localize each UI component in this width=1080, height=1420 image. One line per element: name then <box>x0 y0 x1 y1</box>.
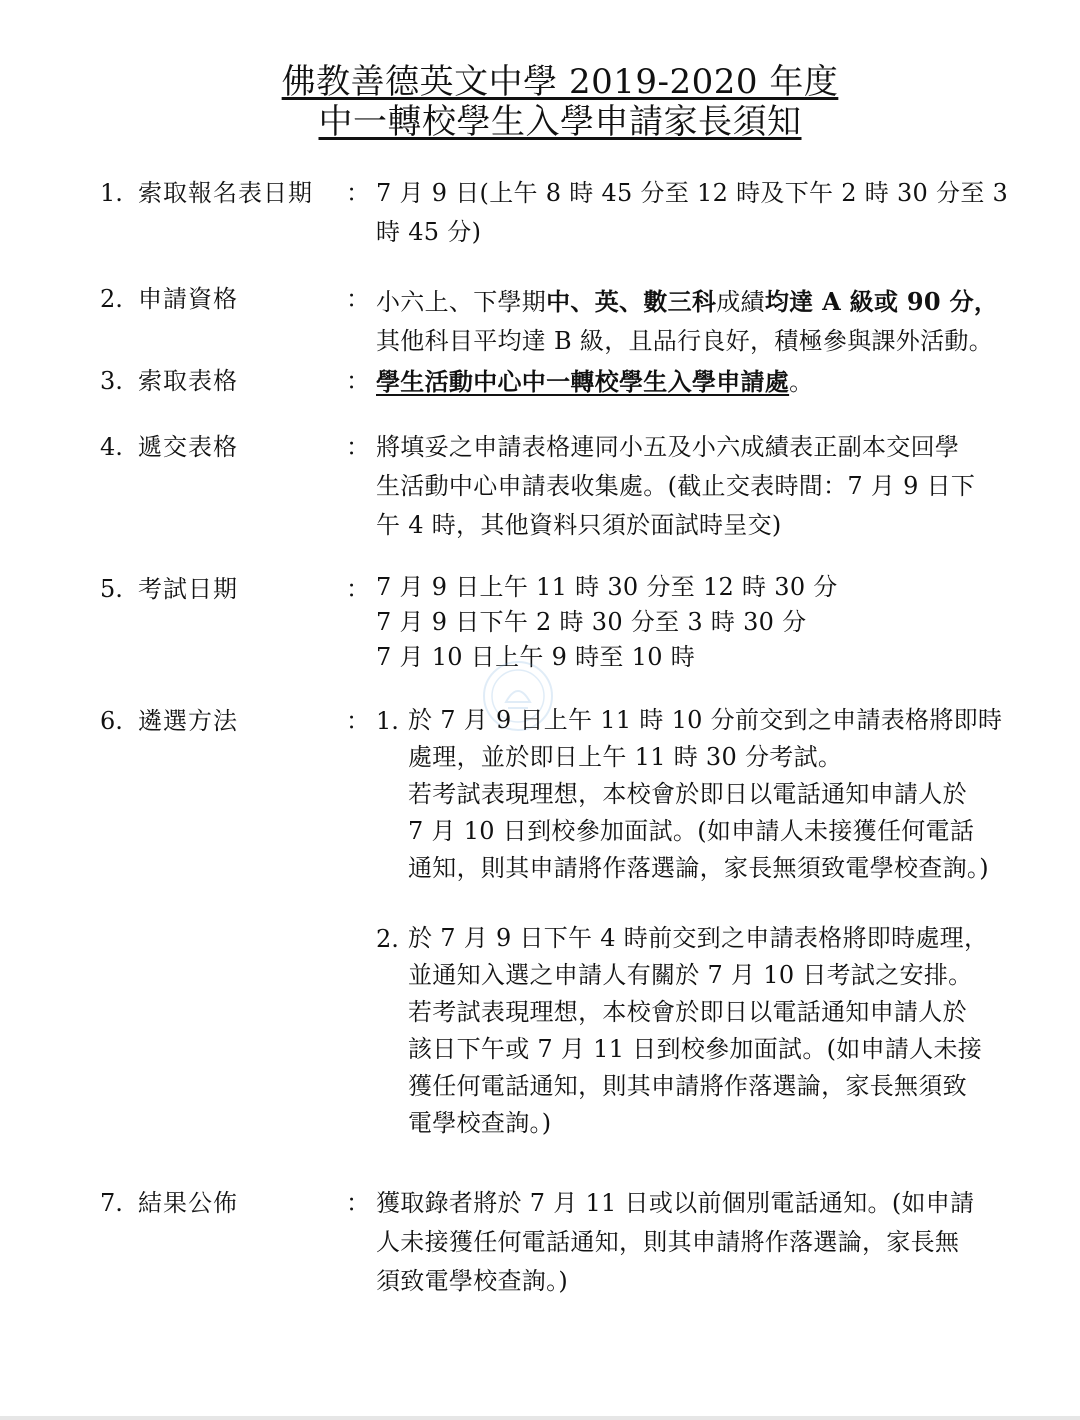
content-line: 生活動中心申請表收集處。(截止交表時間：7 月 9 日下 <box>376 472 976 500</box>
section-label: 申請資格 <box>138 285 238 313</box>
section-colon: ： <box>346 367 370 395</box>
content-line: 於 7 月 9 日上午 11 時 10 分前交到之申請表格將即時 <box>408 706 1003 734</box>
bold-grade-requirement: 均達 A 級或 90 分， <box>764 287 999 316</box>
section-label: 索取報名表日期 <box>138 179 313 207</box>
text-span: 小六上、下學期 <box>376 288 547 316</box>
section-label: 遞交表格 <box>138 433 238 461</box>
section-number: 1. <box>100 179 123 207</box>
content-line: 須致電學校查詢。) <box>376 1267 569 1295</box>
bold-subjects: 中、英、數三科 <box>546 287 717 316</box>
document-title-line1: 佛教善德英文中學 2019-2020 年度 <box>281 62 839 102</box>
section-colon: ： <box>346 433 370 461</box>
section-number: 5. <box>100 575 123 603</box>
section-number: 2. <box>100 285 123 313</box>
content-line: 並通知入選之申請人有關於 7 月 10 日考試之安排。 <box>408 961 973 989</box>
sub-item-content <box>408 920 1018 1142</box>
section-number: 3. <box>100 367 123 395</box>
section-label: 考試日期 <box>138 575 238 603</box>
application-place: 學生活動中心中一轉校學生入學申請處 <box>376 367 790 396</box>
content-line: 獲取錄者將於 7 月 11 日或以前個別電話通知。(如申請 <box>376 1189 975 1217</box>
content-line: 該日下午或 7 月 11 日到校參加面試。(如申請人未接 <box>408 1035 983 1063</box>
document-title-line2: 中一轉校學生入學申請家長須知 <box>318 102 802 142</box>
section-content <box>376 1184 1016 1301</box>
section-colon: ： <box>346 179 370 207</box>
content-line: 若考試表現理想，本校會於即日以電話通知申請人於 <box>408 780 967 808</box>
content-line: 7 月 9 日上午 11 時 30 分至 12 時 30 分 <box>376 573 838 601</box>
content-line <box>376 362 1016 402</box>
section-content <box>376 428 1016 545</box>
content-line: 時 45 分) <box>376 218 482 246</box>
section-label: 索取表格 <box>138 367 238 395</box>
section-colon: ： <box>346 285 370 313</box>
page-bottom-divider <box>0 1416 1080 1420</box>
section-content <box>376 570 1016 675</box>
content-line: 其他科目平均達 B 級，且品行良好，積極參與課外活動。 <box>376 327 993 355</box>
section-content <box>376 174 1016 252</box>
content-line: 通知，則其申請將作落選論，家長無須致電學校查詢。) <box>408 854 989 882</box>
section-number: 7. <box>100 1189 123 1217</box>
content-line: 電學校查詢。) <box>408 1109 552 1137</box>
section-content <box>376 362 1016 402</box>
section-colon: ： <box>346 707 370 735</box>
text-span: 成績 <box>716 288 765 316</box>
content-line: 午 4 時，其他資料只須於面試時呈交) <box>376 511 782 539</box>
sub-item-number: 1. <box>376 707 399 735</box>
content-line: 7 月 9 日下午 2 時 30 分至 3 時 30 分 <box>376 608 807 636</box>
section-label: 遴選方法 <box>138 707 238 735</box>
section-label: 結果公佈 <box>138 1189 238 1217</box>
content-line: 獲任何電話通知，則其申請將作落選論，家長無須致 <box>408 1072 967 1100</box>
content-line <box>376 282 1016 322</box>
content-line: 處理，並於即日上午 11 時 30 分考試。 <box>408 743 843 771</box>
section-colon: ： <box>346 575 370 603</box>
section-number: 6. <box>100 707 123 735</box>
sub-item-content <box>408 702 1018 887</box>
content-line: 人未接獲任何電話通知，則其申請將作落選論，家長無 <box>376 1228 960 1256</box>
section-number: 4. <box>100 433 123 461</box>
text-span: 。 <box>789 368 814 396</box>
content-line: 於 7 月 9 日下午 4 時前交到之申請表格將即時處理， <box>408 924 989 952</box>
content-line: 將填妥之申請表格連同小五及小六成績表正副本交回學 <box>376 433 960 461</box>
section-colon: ： <box>346 1189 370 1217</box>
sub-item-number: 2. <box>376 925 399 953</box>
content-line: 7 月 9 日(上午 8 時 45 分至 12 時及下午 2 時 30 分至 3 <box>376 179 1009 207</box>
section-content <box>376 282 1016 361</box>
content-line: 7 月 10 日上午 9 時至 10 時 <box>376 643 696 671</box>
content-line: 若考試表現理想，本校會於即日以電話通知申請人於 <box>408 998 967 1026</box>
content-line: 7 月 10 日到校參加面試。(如申請人未接獲任何電話 <box>408 817 975 845</box>
